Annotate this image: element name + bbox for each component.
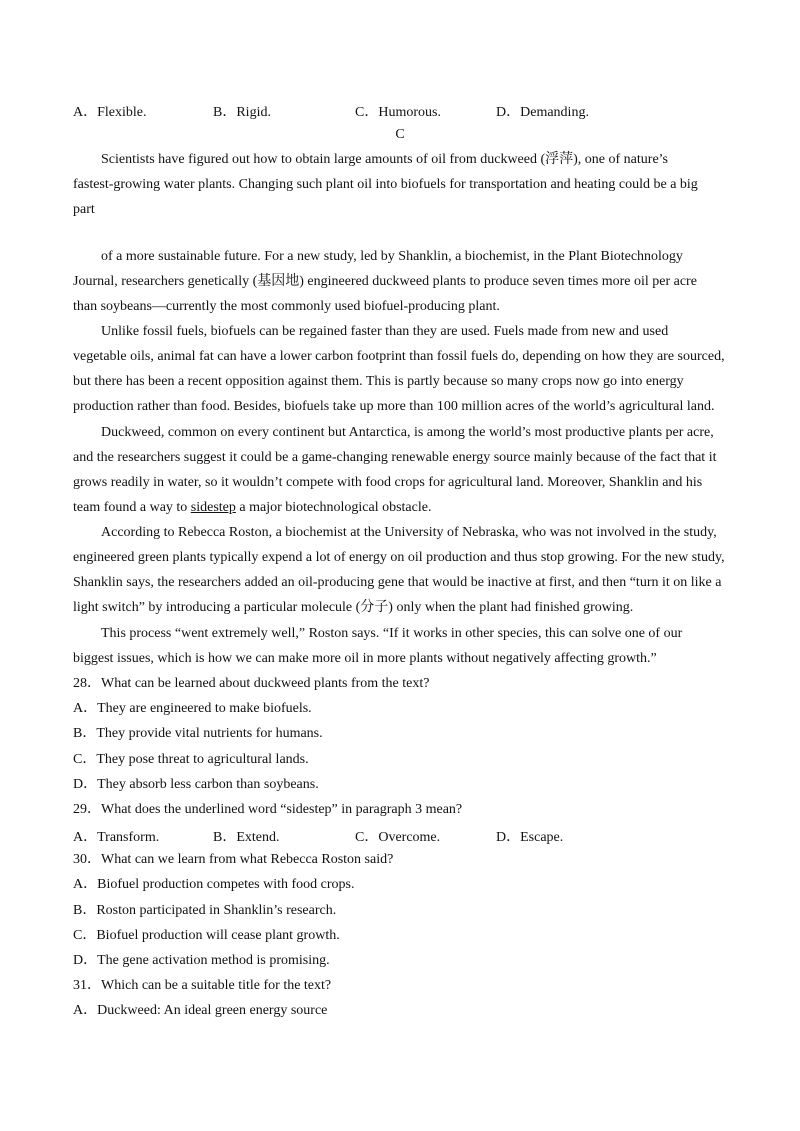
question-29-option-a: A．Transform.	[73, 830, 160, 845]
previous-question-options	[73, 101, 713, 119]
passage-line: This process “went extremely well,” Roston says. “If it works in other species, this can solve one of our	[101, 626, 683, 641]
section-label: C	[395, 127, 405, 142]
question-30-stem: 30．What can we learn from what Rebecca Roston said?	[73, 852, 394, 867]
passage-line: Unlike fossil fuels, biofuels can be regained faster than they are used. Fuels made from new and used	[101, 324, 669, 339]
passage-line: than soybeans—currently the most commonly used biofuel-producing plant.	[73, 299, 500, 314]
passage-line: grows readily in water, so it wouldn’t compete with food crops for agricultural land. Moreover, Shanklin and his	[73, 475, 703, 490]
question-29-options	[73, 826, 713, 844]
question-30-option-b: B．Roston participated in Shanklin’s research.	[73, 903, 337, 918]
passage-line: Duckweed, common on every continent but Antarctica, is among the world’s most productive plants per acre,	[101, 425, 714, 440]
question-28-stem: 28．What can be learned about duckweed plants from the text?	[73, 676, 430, 691]
question-29-stem: 29．What does the underlined word “sidestep” in paragraph 3 mean?	[73, 802, 463, 817]
passage-line: team found a way to sidestep a major biotechnological obstacle.	[73, 500, 432, 515]
passage-line: of a more sustainable future. For a new study, led by Shanklin, a biochemist, in the Plant Biotechnology	[101, 249, 683, 264]
passage-line: production rather than food. Besides, biofuels take up more than 100 million acres of the world’s agricultural land.	[73, 399, 715, 414]
question-30-option-c: C．Biofuel production will cease plant growth.	[73, 928, 340, 943]
question-29-option-b: B．Extend.	[213, 830, 280, 845]
option-b: B．Rigid.	[213, 105, 271, 120]
question-28-option-c: C．They pose threat to agricultural lands.	[73, 752, 309, 767]
passage-line: light switch” by introducing a particular molecule (分子) only when the plant had finished growing.	[73, 600, 634, 615]
question-28-option-d: D．They absorb less carbon than soybeans.	[73, 777, 319, 792]
question-29-option-d: D．Escape.	[496, 830, 564, 845]
option-d: D．Demanding.	[496, 105, 589, 120]
question-28-option-b: B．They provide vital nutrients for humans.	[73, 726, 323, 741]
passage-line: Scientists have figured out how to obtain large amounts of oil from duckweed (浮萍), one of nature’s	[101, 152, 668, 167]
question-31-stem: 31．Which can be a suitable title for the text?	[73, 978, 332, 993]
passage-line: engineered green plants typically expend a lot of energy on oil production and thus stop growing. For the new study,	[73, 550, 725, 565]
passage-line: part	[73, 202, 95, 217]
question-30-option-d: D．The gene activation method is promising.	[73, 953, 330, 968]
passage-line: and the researchers suggest it could be a game-changing renewable energy source mainly because of the fact that it	[73, 450, 717, 465]
passage-line: but there has been a recent opposition against them. This is partly because so many crops now go into energy	[73, 374, 684, 389]
question-28-option-a: A．They are engineered to make biofuels.	[73, 701, 312, 716]
question-31-option-a: A．Duckweed: An ideal green energy source	[73, 1003, 328, 1018]
question-29-option-c: C．Overcome.	[355, 830, 441, 845]
passage-line: Shanklin says, the researchers added an oil-producing gene that would be inactive at first, and then “turn it on like a	[73, 575, 722, 590]
passage-line: fastest-growing water plants. Changing such plant oil into biofuels for transportation and heating could be a big	[73, 177, 698, 192]
option-c: C．Humorous.	[355, 105, 441, 120]
passage-line: biggest issues, which is how we can make more oil in more plants without negatively affecting growth.”	[73, 651, 657, 666]
underlined-word-sidestep: sidestep	[190, 500, 236, 515]
passage-line: According to Rebecca Roston, a biochemist at the University of Nebraska, who was not involved in the study,	[101, 525, 717, 540]
question-30-option-a: A．Biofuel production competes with food crops.	[73, 877, 355, 892]
passage-line: vegetable oils, animal fat can have a lower carbon footprint than fossil fuels do, depending on how they are sourced,	[73, 349, 725, 364]
passage-line: Journal, researchers genetically (基因地) engineered duckweed plants to produce seven times more oil per acre	[73, 274, 697, 289]
option-a: A．Flexible.	[73, 105, 147, 120]
